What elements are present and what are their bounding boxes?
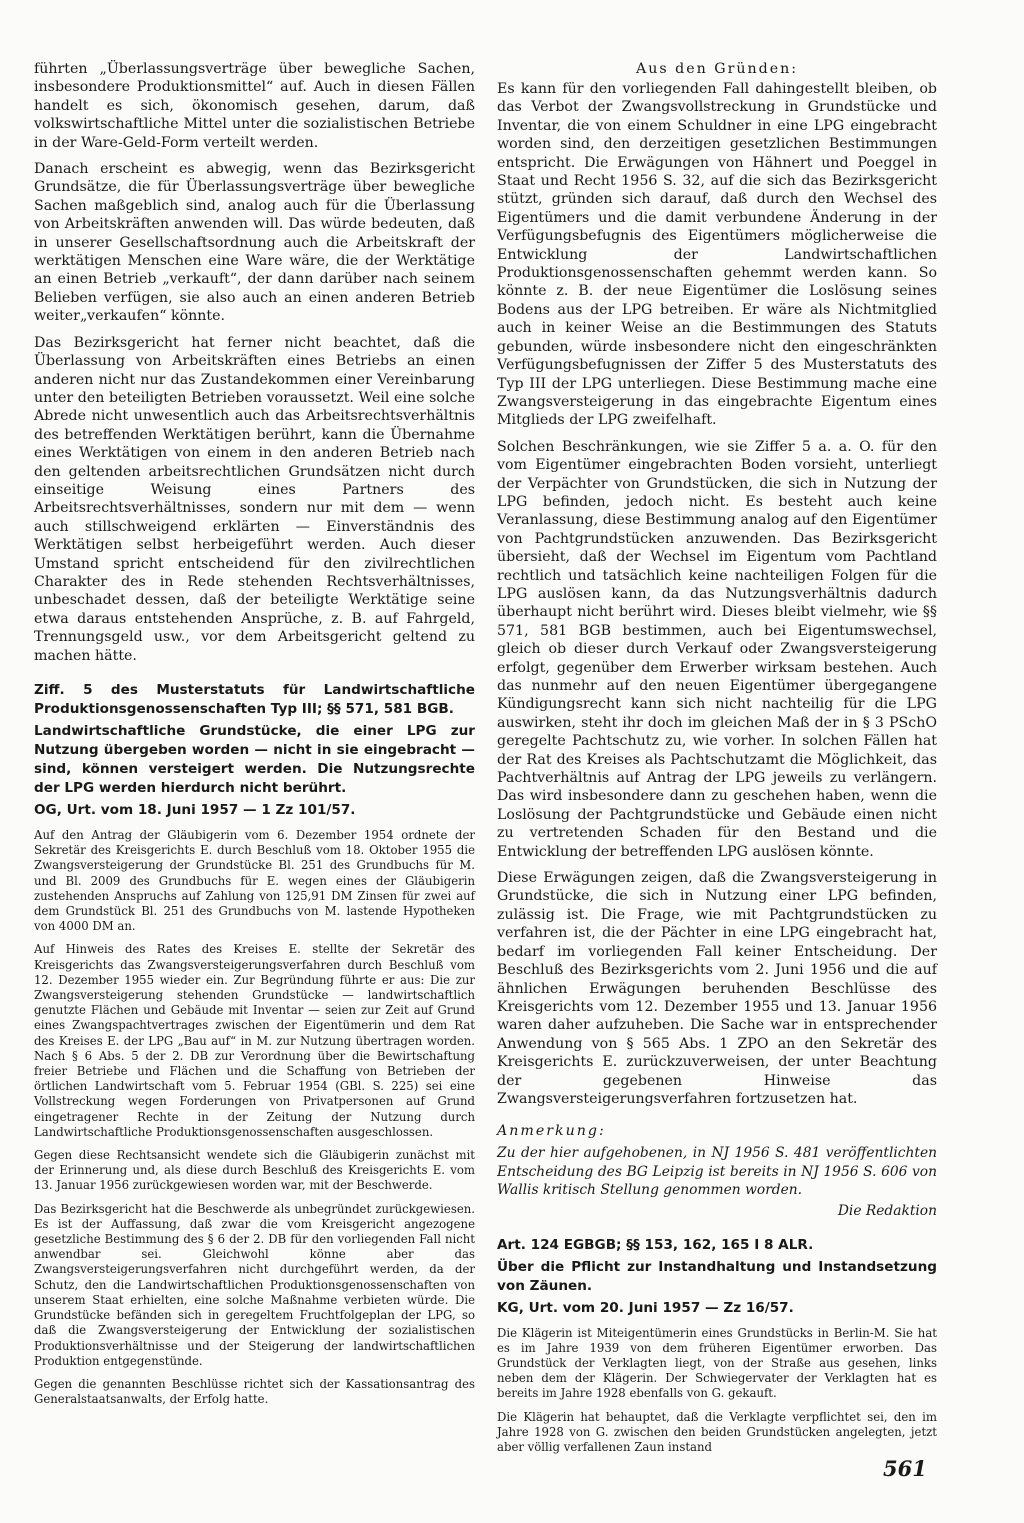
- page-number: 561: [883, 1456, 927, 1481]
- decision-headnote: Über die Pflicht zur Instandhaltung und Instandsetzung von Zäunen.: [497, 1258, 937, 1294]
- paragraph: Diese Erwägungen zeigen, daß die Zwangsversteigerung in Grundstücke, die sich in Nutzung einer LPG befinden, zulässig ist. Die Frage, wie mit Pachtgrundstücken zu verfahren ist, die der Pächter in eine LPG eingebracht hat, bedarf im vorliegenden Fall keiner Entscheidung. Der Beschluß des Bezirksgerichts vom 2. Juni 1956 und die auf ähnlichen Erwägungen beruhenden Beschlüsse des Kreisgerichts vom 12. Dezember 1955 und 13. Januar 1956 waren daher aufzuheben. Die Sache war in entsprechender Anwendung von § 565 Abs. 1 ZPO an den Sekretär des Kreisgerichts E. zurückzuverweisen, der unter Beachtung der gegebenen Hinweise das Zwangsversteigerungsverfahren fortzusetzen hat.: [497, 870, 937, 1107]
- facts-paragraph: Die Klägerin hat behauptet, daß die Verklagte verpflichtet sei, den im Jahre 1928 von G. zwischen den beiden Grundstücken angelegten, jetzt aber völlig verfallenen Zaun instand: [497, 1409, 937, 1454]
- facts-paragraph: Gegen diese Rechtsansicht wendete sich die Gläubigerin zunächst mit der Erinnerung und, als diese durch Beschluß des Kreisgerichts E. vom 13. Januar 1956 zurückgewiesen worden war, mit der Beschwerde.: [34, 1148, 475, 1193]
- decision-statute-heading: Ziff. 5 des Musterstatuts für Landwirtschaftliche Produktionsgenossenschaften Typ III; §§ 571, 581 BGB.: [34, 682, 475, 717]
- facts-paragraph: Die Klägerin ist Miteigentümerin eines Grundstücks in Berlin-M. Sie hat es im Jahre 1939 von dem früheren Eigentümer erworben. Das Grundstück der Verklagten liegt, von der Straße aus gesehen, links neben dem der Klägerin. Der Schwiegervater der Verklagten hat es bereits im Jahre 1928 ebenfalls von G. gekauft.: [497, 1325, 937, 1401]
- paragraph: führten „Überlassungsverträge über bewegliche Sachen, insbesondere Produktionsmittel“ auf. Auch in diesen Fällen handelt es sich, ökonomisch gesehen, darum, daß volkswirtschaftliche Mittel unter die sozialistischen Betriebe in der Ware-Geld-Form verteilt werden.: [34, 61, 475, 151]
- paragraph: Solchen Beschränkungen, wie sie Ziffer 5 a. a. O. für den vom Eigentümer eingebrachten Boden vorsieht, unterliegt der Verpächter von Grundstücken, die sich in Nutzung der LPG befinden, jedoch nicht. Es besteht auch keine Veranlassung, diese Bestimmung analog auf den Eigentümer von Pachtgrundstücken anzuwenden. Das Bezirksgericht übersieht, daß der Wechsel im Eigentum vom Pachtland rechtlich und tatsächlich keine nachteiligen Folgen für die LPG auslösen kann, da das Nutzungsverhältnis dadurch überhaupt nicht berührt wird. Dieses bleibt vielmehr, wie §§ 571, 581 BGB bestimmen, auch bei Eigentumswechsel, gleich ob dieser durch Verkauf oder Zwangsversteigerung erfolgt, gegenüber dem Erwerber wirksam bestehen. Auch das nunmehr auf den neuen Eigentümer übergegangene Kündigungsrecht kann sich nicht nachteilig für die LPG auswirken, steht ihr doch im gleichen Maß der in § 3 PSchO geregelte Pachtschutz zu, wie vorher. In solchen Fällen hat der Rat des Kreises als Pachtschutzamt die Möglichkeit, das Pachtverhältnis auf Antrag der LPG jeweils zu verlängern. Das wird insbesondere dann zu geschehen haben, wenn die Loslösung der Pachtgrundstücke und Gebäude einen nicht zu vertretenden Schaden für den Bestand und die Entwicklung der betreffenden LPG auslösen könnte.: [497, 438, 937, 860]
- paragraph: Das Bezirksgericht hat ferner nicht beachtet, daß die Überlassung von Arbeitskräften eines Betriebs an einen anderen nicht nur das Zustandekommen einer Vereinbarung unter den beteiligten Betrieben voraussetzt. Weil eine solche Abrede nicht unwesentlich auch das Arbeitsrechtsverhältnis des betreffenden Werktätigen berührt, kann die Übernahme eines Werktätigen von einem in den anderen Betrieb nach den geltenden arbeitsrechtlichen Grundsätzen nicht durch einseitige Weisung eines Partners des Arbeitsrechtsverhältnisses, sondern nur mit dem — wenn auch stillschweigend erklärten — Einverständnis des Werktätigen selbst herbeigeführt werden. Auch dieser Umstand spricht entscheidend für den zivilrechtlichen Charakter des in Rede stehenden Rechtsverhältnisses, unbeschadet dessen, daß der beteiligte Werktätige seine etwa daraus entstehenden Ansprüche, z. B. auf Fahrgeld, Trennungsgeld usw., vor dem Arbeitsgericht geltend zu machen hätte.: [34, 334, 475, 664]
- left-column: [34, 60, 475, 1415]
- editorial-signoff: Die Redaktion: [837, 1202, 937, 1219]
- paragraph: Es kann für den vorliegenden Fall dahingestellt bleiben, ob das Verbot der Zwangsvollstreckung in Grundstücke und Inventar, die von einem Schuldner in eine LPG eingebracht worden sind, den derzeitigen gesetzlichen Bestimmungen entspricht. Die Erwägungen von Hähnert und Poeggel in Staat und Recht 1956 S. 32, auf die sich das Bezirksgericht stützt, gründen sich darauf, daß durch den Wechsel des Eigentümers und die damit verbundene Änderung in der Verfügungsbefugnis des Eigentümers möglicherweise die Entwicklung der Landwirtschaftlichen Produktionsgenossenschaften gehemmt werden kann. So könnte z. B. der neue Eigentümer die Loslösung seines Bodens aus der LPG betreiben. Er wäre als Nichtmitglied auch in keiner Weise an die Bestimmungen des Statuts gebunden, würde insbesondere nicht den eingeschränkten Verfügungsbefugnissen der Ziffer 5 des Musterstatuts des Typ III der LPG unterliegen. Diese Bestimmung mache eine Zwangsversteigerung in das eingebrachte Eigentum eines Mitglieds der LPG zweifelhaft.: [497, 81, 937, 429]
- facts-paragraph: Auf Hinweis des Rates des Kreises E. stellte der Sekretär des Kreisgerichts das Zwangsversteigerungsverfahren durch Beschluß vom 12. Dezember 1955 wieder ein. Zur Begründung führte er aus: Die zur Zwangsversteigerung stehenden Grundstücke — landwirtschaftlich genutzte Flächen und Gebäude mit Inventar — seien zur Zeit auf Grund eines Zwangspachtvertrages zwischen der Eigentümerin und dem Rat des Kreises E. der LPG „Bau auf“ in M. zur Nutzung übertragen worden. Nach § 6 Abs. 5 der 2. DB zur Verordnung über die Bewirtschaftung freier Betriebe und Flächen und die Schaffung von Betrieben der örtlichen Landwirtschaft vom 5. Februar 1954 (GBl. S. 225) sei eine Vollstreckung wegen Forderungen von Privatpersonen auf Grund eingetragener Rechte in der Zeitung der Nutzung durch Landwirtschaftliche Produktionsgenossenschaften ausgeschlossen.: [34, 942, 475, 1139]
- facts-paragraph: Auf den Antrag der Gläubigerin vom 6. Dezember 1954 ordnete der Sekretär des Kreisgerichts E. durch Beschluß vom 18. Oktober 1955 die Zwangsversteigerung der Grundstücke Bl. 251 des Grundbuchs für M. und Bl. 2009 des Grundbuchs für E. wegen eines der Gläubigerin zustehenden Anspruchs auf Zahlung von 125,91 DM Zinsen für zwei auf dem Grundstück Bl. 251 des Grundbuchs von M. lastende Hypotheken von 4000 DM an.: [34, 828, 475, 934]
- right-column: [497, 60, 937, 1463]
- annotation-label: Anmerkung:: [497, 1123, 606, 1140]
- facts-paragraph: Gegen die genannten Beschlüsse richtet sich der Kassationsantrag des Generalstaatsanwalts, der Erfolg hatte.: [34, 1376, 475, 1407]
- paragraph: Danach erscheint es abwegig, wenn das Bezirksgericht Grundsätze, die für Überlassungsverträge über bewegliche Sachen maßgeblich sind, analog auch für die Überlassung von Arbeitskräften anwenden will. Das würde bedeuten, daß in unserer Gesellschaftsordnung auch die Arbeitskraft der werktätigen Menschen eine Ware wäre, die der Werktätige an einen Betrieb „verkauft“, der dann darüber nach seinem Belieben verfügen, sie also auch an einen anderen Betrieb weiter„verkaufen“ könnte.: [34, 161, 475, 325]
- annotation-text: Zu der hier aufgehobenen, in NJ 1956 S. 481 veröffentlichten Entscheidung des BG Leipzig ist bereits in NJ 1956 S. 606 von Wallis kritisch Stellung genommen worden.: [497, 1145, 937, 1199]
- decision-reference: KG, Urt. vom 20. Juni 1957 — Zz 16/57.: [497, 1299, 794, 1316]
- decision-statute-heading: Art. 124 EGBGB; §§ 153, 162, 165 I 8 ALR.: [497, 1236, 814, 1253]
- decision-headnote: Landwirtschaftliche Grundstücke, die einer LPG zur Nutzung übergeben worden — nicht in sie eingebracht — sind, können versteigert werden. Die Nutzungsrechte der LPG werden hierdurch nicht berührt.: [34, 723, 475, 796]
- facts-paragraph: Das Bezirksgericht hat die Beschwerde als unbegründet zurückgewiesen. Es ist der Auffassung, daß zwar die vom Kreisgericht angezogene gesetzliche Bestimmung des § 6 der 2. DB für den vorliegenden Fall nicht anwendbar sei. Gleichwohl könne aber das Zwangsversteigerungsverfahren nicht durchgeführt werden, da der Schutz, den die Landwirtschaftlichen Produktionsgenossenschaften von unserem Staat erhielten, eine solche Maßnahme verbieten würde. Die Grundstücke befänden sich in geregeltem Fruchtfolgeplan der LPG, so daß die Zwangsversteigerung der Entwicklung der sozialistischen Produktionsverhältnisse und der Steigerung der landwirtschaftlichen Produktion entgegenstünde.: [34, 1201, 475, 1368]
- section-heading: Aus den Gründen:: [635, 61, 799, 77]
- decision-reference: OG, Urt. vom 18. Juni 1957 — 1 Zz 101/57.: [34, 802, 356, 818]
